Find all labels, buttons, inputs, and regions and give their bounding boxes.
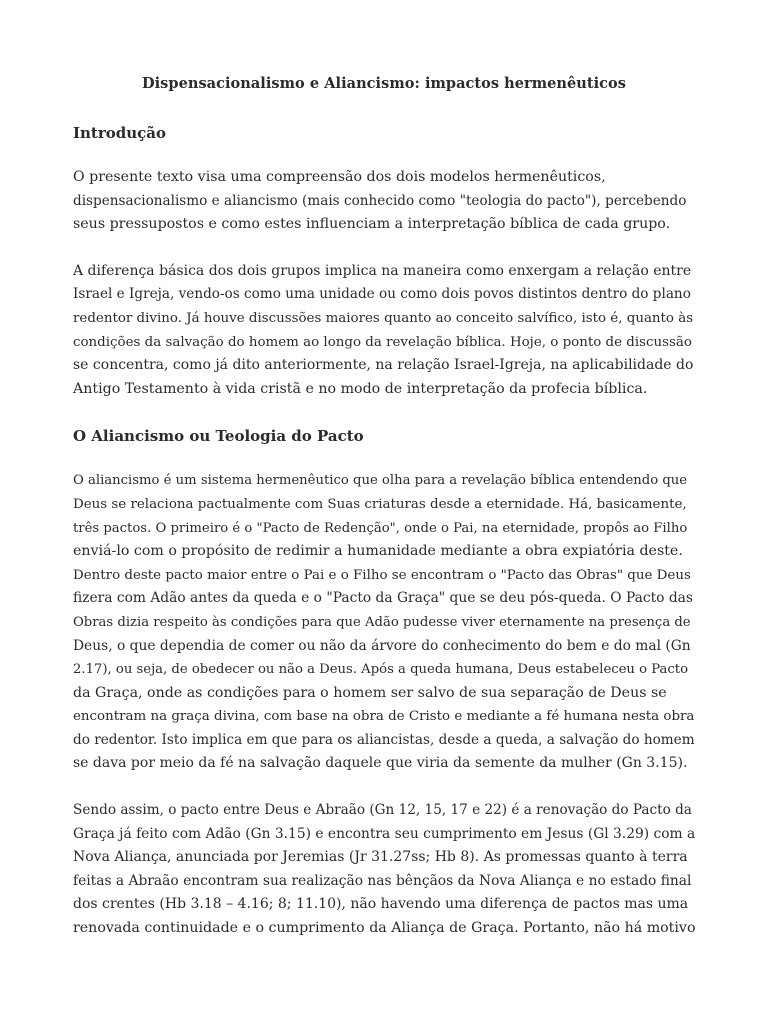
text-line: da Graça, onde as condições para o homem ser salvo de sua separação de Deus se — [73, 684, 667, 701]
text-line: enviá-lo com o propósito de redimir a humanidade mediante a obra expiatória deste. — [73, 543, 683, 560]
text-line: Antigo Testamento à vida cristã e no modo de interpretação da profecia bíblica. — [73, 380, 648, 397]
text-line: do redentor. Isto implica em que para os aliancistas, desde a queda, a salvação do homem — [73, 731, 695, 748]
paragraph — [73, 166, 695, 237]
text-line: Sendo assim, o pacto entre Deus e Abraão (Gn 12, 15, 17 e 22) é a renovação do Pacto da — [73, 802, 692, 819]
text-line: dispensacionalismo e aliancismo (mais conhecido como "teologia do pacto"), percebendo — [73, 192, 687, 209]
text-line: três pactos. O primeiro é o "Pacto de Redenção", onde o Pai, na eternidade, propôs ao Filho — [73, 520, 688, 536]
text-line: Nova Aliança, anunciada por Jeremias (Jr 31.27ss; Hb 8). As promessas quanto à terra — [73, 849, 688, 866]
text-line: Deus se relaciona pactualmente com Suas criaturas desde a eternidade. Há, basicamente, — [73, 496, 687, 512]
paragraph — [73, 469, 695, 776]
text-line: O aliancismo é um sistema hermenêutico que olha para a revelação bíblica entendendo que — [73, 473, 688, 489]
text-line: redentor divino. Já houve discussões maiores quanto ao conceito salvífico, isto é, quanto às — [73, 310, 694, 326]
text-line: fizera com Adão antes da queda e o "Pacto da Graça" que se deu pós-queda. O Pacto das — [73, 590, 693, 607]
paragraph — [73, 799, 695, 941]
text-line: Deus, o que dependia de comer ou não da árvore do conhecimento do bem e do mal (Gn — [73, 637, 691, 654]
text-line: Israel e Igreja, vendo-os como uma unidade ou como dois povos distintos dentro do plano — [73, 286, 691, 303]
text-line: A diferença básica dos dois grupos implica na maneira como enxergam a relação entre — [73, 262, 692, 279]
text-line: encontram na graça divina, com base na obra de Cristo e mediante a fé humana nesta obra — [73, 709, 695, 725]
text-line: 2.17), ou seja, de obedecer ou não a Deus. Após a queda humana, Deus estabeleceu o Pacto — [73, 662, 689, 678]
text-line: Obras dizia respeito às condições para que Adão pudesse viver eternamente na presença de — [73, 614, 691, 630]
text-line: dos crentes (Hb 3.18 – 4.16; 8; 11.10), não havendo uma diferença de pactos mas uma — [73, 896, 689, 913]
text-line: O presente texto visa uma compreensão dos dois modelos hermenêuticos, — [73, 169, 606, 185]
text-line: Dentro deste pacto maior entre o Pai e o Filho se encontram o "Pacto das Obras" que Deus — [73, 567, 691, 583]
document-title: Dispensacionalismo e Aliancismo: impactos hermenêuticos — [142, 75, 626, 92]
section-heading-introducao: Introdução — [73, 124, 167, 142]
text-line: se dava por meio da fé na salvação daquele que viria da semente da mulher (Gn 3.15). — [73, 755, 688, 772]
text-line: se concentra, como já dito anteriormente, na relação Israel-Igreja, na aplicabilidade do — [73, 357, 694, 374]
text-line: renovada continuidade e o cumprimento da Aliança de Graça. Portanto, não há motivo — [73, 920, 696, 937]
text-line: condições da salvação do homem ao longo da revelação bíblica. Hoje, o ponto de discussão — [73, 334, 692, 350]
section-heading-aliancismo: O Aliancismo ou Teologia do Pacto — [73, 427, 364, 446]
text-line: feitas a Abraão encontram sua realização nas bênçãos da Nova Aliança e no estado final — [73, 872, 692, 889]
text-line: Graça já feito com Adão (Gn 3.15) e encontra seu cumprimento em Jesus (Gl 3.29) com a — [73, 825, 696, 842]
text-line: seus pressupostos e como estes influenciam a interpretação bíblica de cada grupo. — [73, 216, 671, 233]
paragraph — [73, 260, 695, 402]
document-page — [73, 72, 695, 964]
